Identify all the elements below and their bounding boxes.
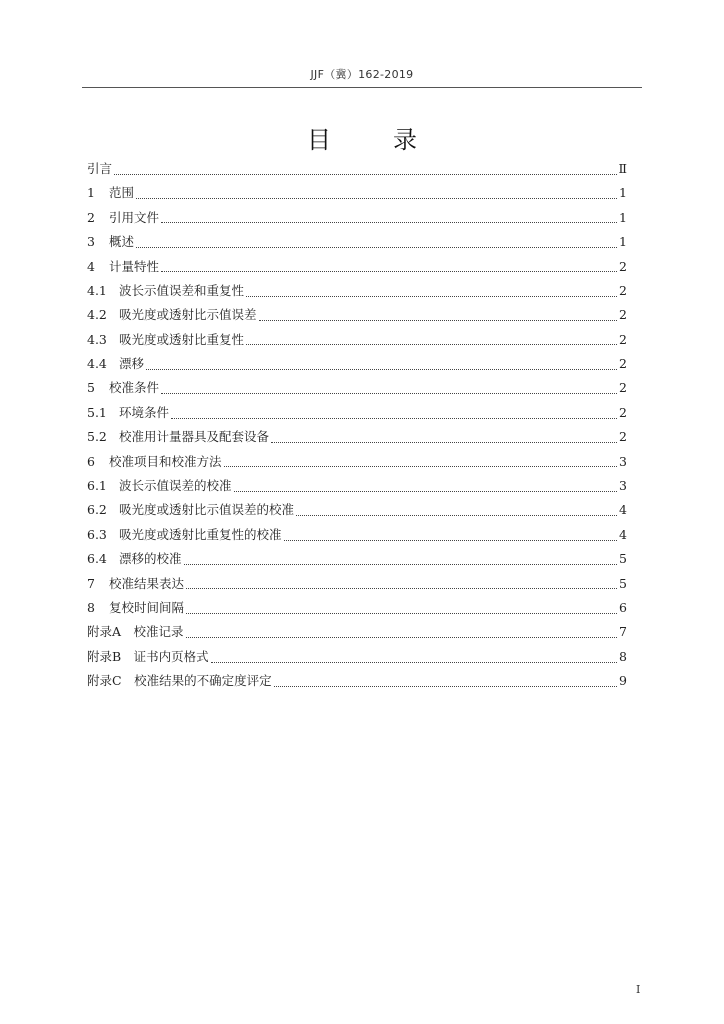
toc-entry-page: Ⅱ — [618, 160, 627, 176]
dot-leader — [161, 385, 617, 394]
dot-leader — [161, 214, 617, 223]
toc-entry-label: 波长示值误差的校准 — [119, 478, 232, 494]
toc-entry[interactable] — [87, 498, 627, 522]
dot-leader — [186, 629, 617, 638]
toc-entry-page: 1 — [619, 209, 627, 225]
toc-entry-label: 复校时间间隔 — [109, 599, 185, 615]
toc-entry[interactable] — [87, 157, 627, 181]
toc-entry-label: 附录C 校准结果的不确定度评定 — [87, 673, 272, 689]
toc-entry-page: 2 — [619, 282, 627, 298]
dot-leader — [224, 458, 617, 467]
toc-entry-page: 2 — [619, 307, 627, 323]
toc-entry-label: 校准用计量器具及配套设备 — [119, 429, 270, 445]
toc-entry-number: 6.1 — [87, 478, 107, 494]
toc-title-part2: 录 — [393, 126, 417, 154]
toc-entry-number: 8 — [87, 599, 95, 615]
toc-title-part1: 目 — [307, 126, 331, 154]
toc-entry-number: 4 — [87, 258, 95, 274]
dot-leader — [284, 532, 617, 541]
toc-entry-label: 范围 — [109, 185, 135, 201]
toc-entry-page: 8 — [619, 648, 627, 664]
footer-page-number: I — [636, 983, 641, 996]
dot-leader — [161, 263, 617, 272]
toc-entry[interactable] — [87, 230, 627, 254]
toc-entry[interactable] — [87, 352, 627, 376]
toc-entry[interactable] — [87, 377, 627, 401]
toc-entry-page: 6 — [619, 599, 627, 615]
toc-entry-number: 6.3 — [87, 526, 107, 542]
dot-leader — [146, 361, 617, 370]
toc-entry[interactable] — [87, 279, 627, 303]
dot-leader — [114, 166, 616, 175]
toc-entry-page: 3 — [619, 478, 627, 494]
dot-leader — [136, 239, 617, 248]
toc-entry-page: 2 — [619, 258, 627, 274]
toc-entry-number: 4.4 — [87, 356, 107, 372]
toc-entry-label: 吸光度或透射比示值误差的校准 — [119, 502, 295, 518]
toc-entry-label: 概述 — [109, 234, 135, 250]
toc-entry-label: 引言 — [87, 160, 113, 176]
toc-entry-label: 附录B 证书内页格式 — [87, 648, 209, 664]
toc-entry-number: 5.2 — [87, 429, 107, 445]
toc-entry-number: 3 — [87, 234, 95, 250]
toc-entry[interactable] — [87, 303, 627, 327]
dot-leader — [274, 678, 617, 687]
toc-title — [82, 120, 642, 155]
toc-entry-page: 3 — [619, 453, 627, 469]
toc-entry[interactable] — [87, 181, 627, 205]
toc-entry-number: 7 — [87, 575, 95, 591]
toc-entry[interactable] — [87, 645, 627, 669]
toc-entry[interactable] — [87, 450, 627, 474]
toc-entry[interactable] — [87, 401, 627, 425]
document-header-code: JJF（冀）162-2019 — [310, 68, 414, 81]
toc-entry-page: 4 — [619, 526, 627, 542]
dot-leader — [246, 288, 617, 297]
toc-entry-label: 漂移的校准 — [119, 551, 182, 567]
toc-entry[interactable] — [87, 620, 627, 644]
toc-entry-page: 4 — [619, 502, 627, 518]
toc-entry-page: 2 — [619, 380, 627, 396]
toc-entry-page: 9 — [619, 673, 627, 689]
toc-entry-page: 1 — [619, 234, 627, 250]
toc-entry-label: 校准条件 — [109, 380, 160, 396]
toc-entry[interactable] — [87, 206, 627, 230]
toc-entry[interactable] — [87, 255, 627, 279]
toc-entry[interactable] — [87, 523, 627, 547]
dot-leader — [136, 190, 617, 199]
toc-entry[interactable] — [87, 425, 627, 449]
toc-entry-number: 6 — [87, 453, 95, 469]
dot-leader — [186, 580, 617, 589]
toc-entry-page: 5 — [619, 575, 627, 591]
toc-entry[interactable] — [87, 474, 627, 498]
table-of-contents — [87, 157, 627, 694]
toc-entry-number: 1 — [87, 185, 95, 201]
toc-entry[interactable] — [87, 547, 627, 571]
toc-entry-number: 4.3 — [87, 331, 107, 347]
toc-entry-number: 5.1 — [87, 404, 107, 420]
toc-entry-number: 4.1 — [87, 282, 107, 298]
toc-entry-label: 波长示值误差和重复性 — [119, 282, 245, 298]
toc-entry-label: 吸光度或透射比重复性的校准 — [119, 526, 282, 542]
toc-entry-label: 吸光度或透射比示值误差 — [119, 307, 257, 323]
toc-entry-page: 2 — [619, 331, 627, 347]
dot-leader — [211, 654, 617, 663]
toc-entry-label: 校准项目和校准方法 — [109, 453, 222, 469]
toc-entry-label: 漂移 — [119, 356, 145, 372]
toc-entry-page: 7 — [619, 624, 627, 640]
dot-leader — [184, 556, 617, 565]
toc-entry-page: 2 — [619, 404, 627, 420]
dot-leader — [271, 434, 617, 443]
toc-entry[interactable] — [87, 669, 627, 693]
toc-entry[interactable] — [87, 596, 627, 620]
dot-leader — [234, 483, 617, 492]
toc-entry[interactable] — [87, 572, 627, 596]
toc-entry-label: 校准结果表达 — [109, 575, 185, 591]
toc-entry-page: 1 — [619, 185, 627, 201]
toc-entry-number: 6.4 — [87, 551, 107, 567]
toc-entry-label: 附录A 校准记录 — [87, 624, 184, 640]
toc-entry-number: 2 — [87, 209, 95, 225]
dot-leader — [296, 507, 617, 516]
toc-entry-page: 2 — [619, 429, 627, 445]
toc-entry-label: 计量特性 — [109, 258, 160, 274]
toc-entry-page: 5 — [619, 551, 627, 567]
dot-leader — [171, 410, 617, 419]
toc-entry-label: 环境条件 — [119, 404, 170, 420]
toc-entry-page: 2 — [619, 356, 627, 372]
toc-entry-number: 5 — [87, 380, 95, 396]
header-rule — [82, 87, 642, 88]
dot-leader — [246, 336, 617, 345]
toc-entry-label: 引用文件 — [109, 209, 160, 225]
dot-leader — [186, 605, 617, 614]
toc-entry-label: 吸光度或透射比重复性 — [119, 331, 245, 347]
dot-leader — [259, 312, 617, 321]
toc-entry-number: 6.2 — [87, 502, 107, 518]
toc-entry[interactable] — [87, 328, 627, 352]
toc-entry-number: 4.2 — [87, 307, 107, 323]
